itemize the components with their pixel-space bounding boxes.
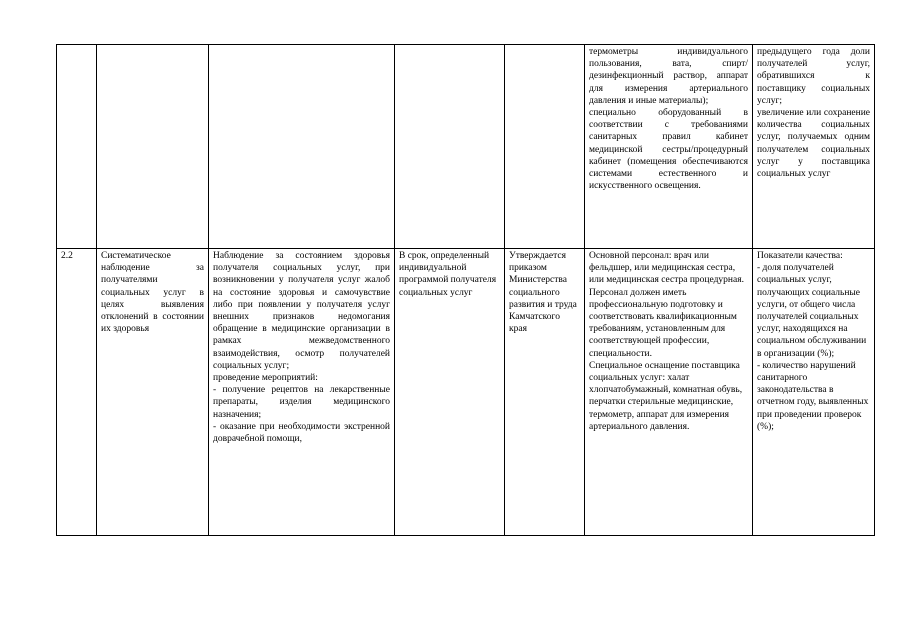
cell-number: 2.2 bbox=[57, 249, 97, 536]
cell-approval: Утверждается приказом Министерства социального развития и труда Камчатского края bbox=[505, 249, 585, 536]
cell-term bbox=[395, 45, 505, 249]
cell-indicators: предыдущего года доли получателей услуг, обратившихся к поставщику социальных услуг; увеличение или сохранение количества социальных услуг, получаемых одним получателем социальных услуг у поставщика социальных услуг bbox=[753, 45, 875, 249]
services-table bbox=[56, 44, 875, 536]
cell-service-name: Систематическое наблюдение за получателями социальных услуг в целях выявления отклонений в состоянии их здоровья bbox=[97, 249, 209, 536]
table-row-continuation bbox=[57, 45, 875, 249]
cell-service-description: Наблюдение за состоянием здоровья получателя социальных услуг, при возникновении у получателя услуг жалоб на состояние здоровья и самочувствие либо при появлении у получателя услуг внешних признаков недомогания обращение в медицинские организации в рамках межведомственного взаимодействия, осмотр получателей социальных услуг; проведение мероприятий: - получение рецептов на лекарственные препараты, изделия медицинского назначения; - оказание при необходимости экстренной доврачебной помощи, bbox=[209, 249, 395, 536]
table-row-2-2 bbox=[57, 249, 875, 536]
cell-service-description bbox=[209, 45, 395, 249]
cell-term: В срок, определенный индивидуальной программой получателя социальных услуг bbox=[395, 249, 505, 536]
cell-service-name bbox=[97, 45, 209, 249]
cell-conditions: Основной персонал: врач или фельдшер, или медицинская сестра, или медицинская сестра процедурная. Персонал должен иметь профессиональную подготовку и соответствовать квалификационным требованиям, установленным для соответствующей профессии, специальности. Специальное оснащение поставщика социальных услуг: халат хлопчатобумажный, комнатная обувь, перчатки стерильные медицинские, термометр, аппарат для измерения артериального давления. bbox=[585, 249, 753, 536]
cell-number bbox=[57, 45, 97, 249]
cell-approval bbox=[505, 45, 585, 249]
cell-indicators: Показатели качества: - доля получателей социальных услуг, получающих социальные услуги, от общего числа получателей социальных услуг, находящихся на социальном обслуживании в организации (%); - количество нарушений санитарного законодательства в отчетном году, выявленных при проведении проверок (%); bbox=[753, 249, 875, 536]
cell-conditions: термометры индивидуального пользования, вата, спирт/ дезинфекционный раствор, аппарат для измерения артериального давления и иные материалы); специально оборудованный в соответствии с требованиями санитарных правил кабинет медицинской сестры/процедурный кабинет (помещения обеспечиваются системами естественного и искусственного освещения. bbox=[585, 45, 753, 249]
